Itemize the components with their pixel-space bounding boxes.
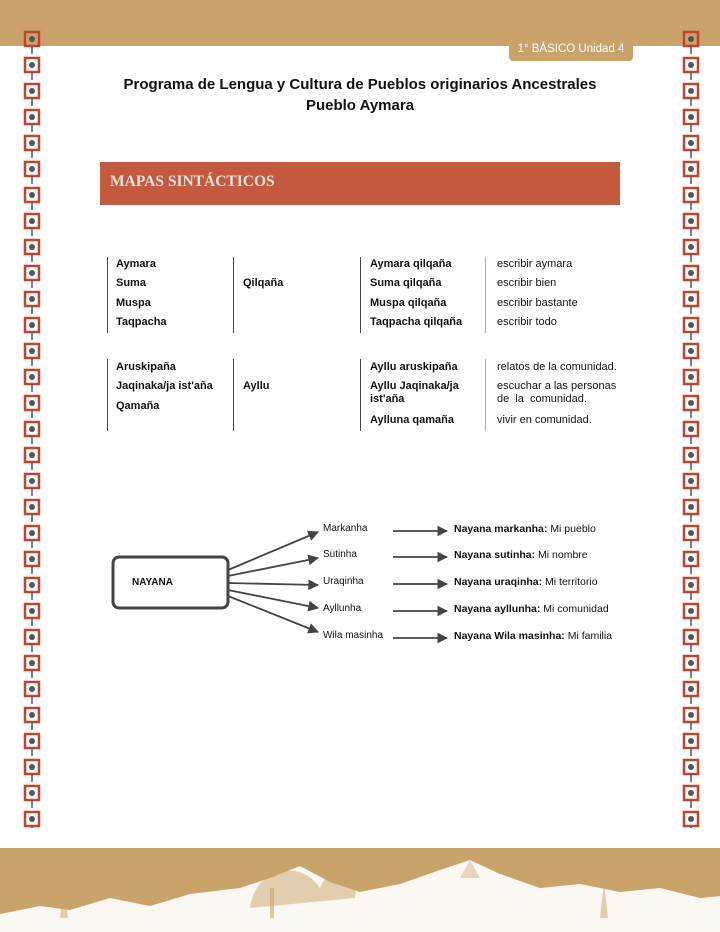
meaning-cell: escribir bien [497, 277, 557, 289]
result-meaning: Mi territorio [545, 576, 598, 588]
word-cell: Jaqinaka/ja ist'aña [116, 380, 213, 392]
branch-arrow [228, 532, 318, 570]
result-line [454, 549, 588, 561]
meaning-cell: relatos de la comunidad. [497, 361, 617, 373]
phrase-cell: Muspa qilqaña [370, 297, 447, 309]
branch-word: Sutinha [323, 549, 357, 560]
meaning-cell: de la comunidad. [497, 393, 587, 405]
result-line [454, 630, 612, 642]
branch-word: Uraqinha [323, 576, 364, 587]
people-title: Pueblo Aymara [305, 97, 415, 114]
program-title: Programa de Lengua y Cultura de Pueblos originarios Ancestrales [123, 76, 597, 93]
result-meaning: Mi pueblo [550, 523, 596, 535]
meaning-cell: escribir bastante [497, 297, 578, 309]
footer-landscape [0, 848, 720, 932]
root-cell: Ayllu [243, 380, 270, 392]
result-phrase: Nayana markanha: [454, 523, 548, 535]
result-meaning: Mi familia [567, 630, 613, 642]
branch-arrow [228, 596, 318, 632]
result-meaning: Mi nombre [538, 549, 588, 561]
landscape-illustration [0, 848, 720, 932]
section-title: MAPAS SINTÁCTICOS [110, 173, 275, 190]
word-cell: Suma [116, 277, 146, 289]
result-meaning: Mi comunidad [543, 603, 609, 615]
result-phrase: Nayana sutinha: [454, 549, 536, 561]
result-line [454, 576, 598, 588]
result-phrase: Nayana Wila masinha: [454, 630, 565, 642]
word-cell: Taqpacha [116, 316, 167, 328]
phrase-cell: Aymara qilqaña [370, 258, 452, 270]
phrase-cell: Suma qilqaña [370, 277, 442, 289]
meaning-cell: escuchar a las personas [497, 380, 617, 392]
branch-word: Wila masinha [323, 630, 384, 641]
result-phrase: Nayana ayllunha: [454, 603, 541, 615]
word-cell: Aymara [116, 258, 156, 270]
phrase-cell: Taqpacha qilqaña [370, 316, 463, 328]
result-phrase: Nayana uraqinha: [454, 576, 543, 588]
word-cell: Muspa [116, 297, 151, 309]
meaning-cell: vivir en comunidad. [497, 414, 592, 426]
result-line [454, 523, 596, 535]
phrase-cell: Ayllu Jaqinaka/ja [370, 380, 459, 392]
branch-arrow [228, 558, 318, 576]
center-label: NAYANA [132, 577, 173, 588]
meaning-cell: escribir aymara [497, 258, 573, 270]
branch-word: Markanha [323, 523, 368, 534]
phrase-cell: Ayllu aruskipaña [370, 361, 458, 373]
branch-arrow [228, 590, 318, 608]
meaning-cell: escribir todo [497, 316, 557, 328]
phrase-cell: Aylluna qamaña [370, 414, 454, 426]
word-cell: Qamaña [116, 400, 160, 412]
branch-arrow [228, 583, 318, 585]
phrase-cell: ist'aña [370, 393, 405, 405]
word-cell: Aruskipaña [116, 361, 176, 373]
unit-badge: 1° BÁSICO Unidad 4 [509, 38, 633, 61]
root-cell: Qilqaña [243, 277, 284, 289]
result-line [454, 603, 609, 615]
branch-word: Ayllunha [323, 603, 362, 614]
